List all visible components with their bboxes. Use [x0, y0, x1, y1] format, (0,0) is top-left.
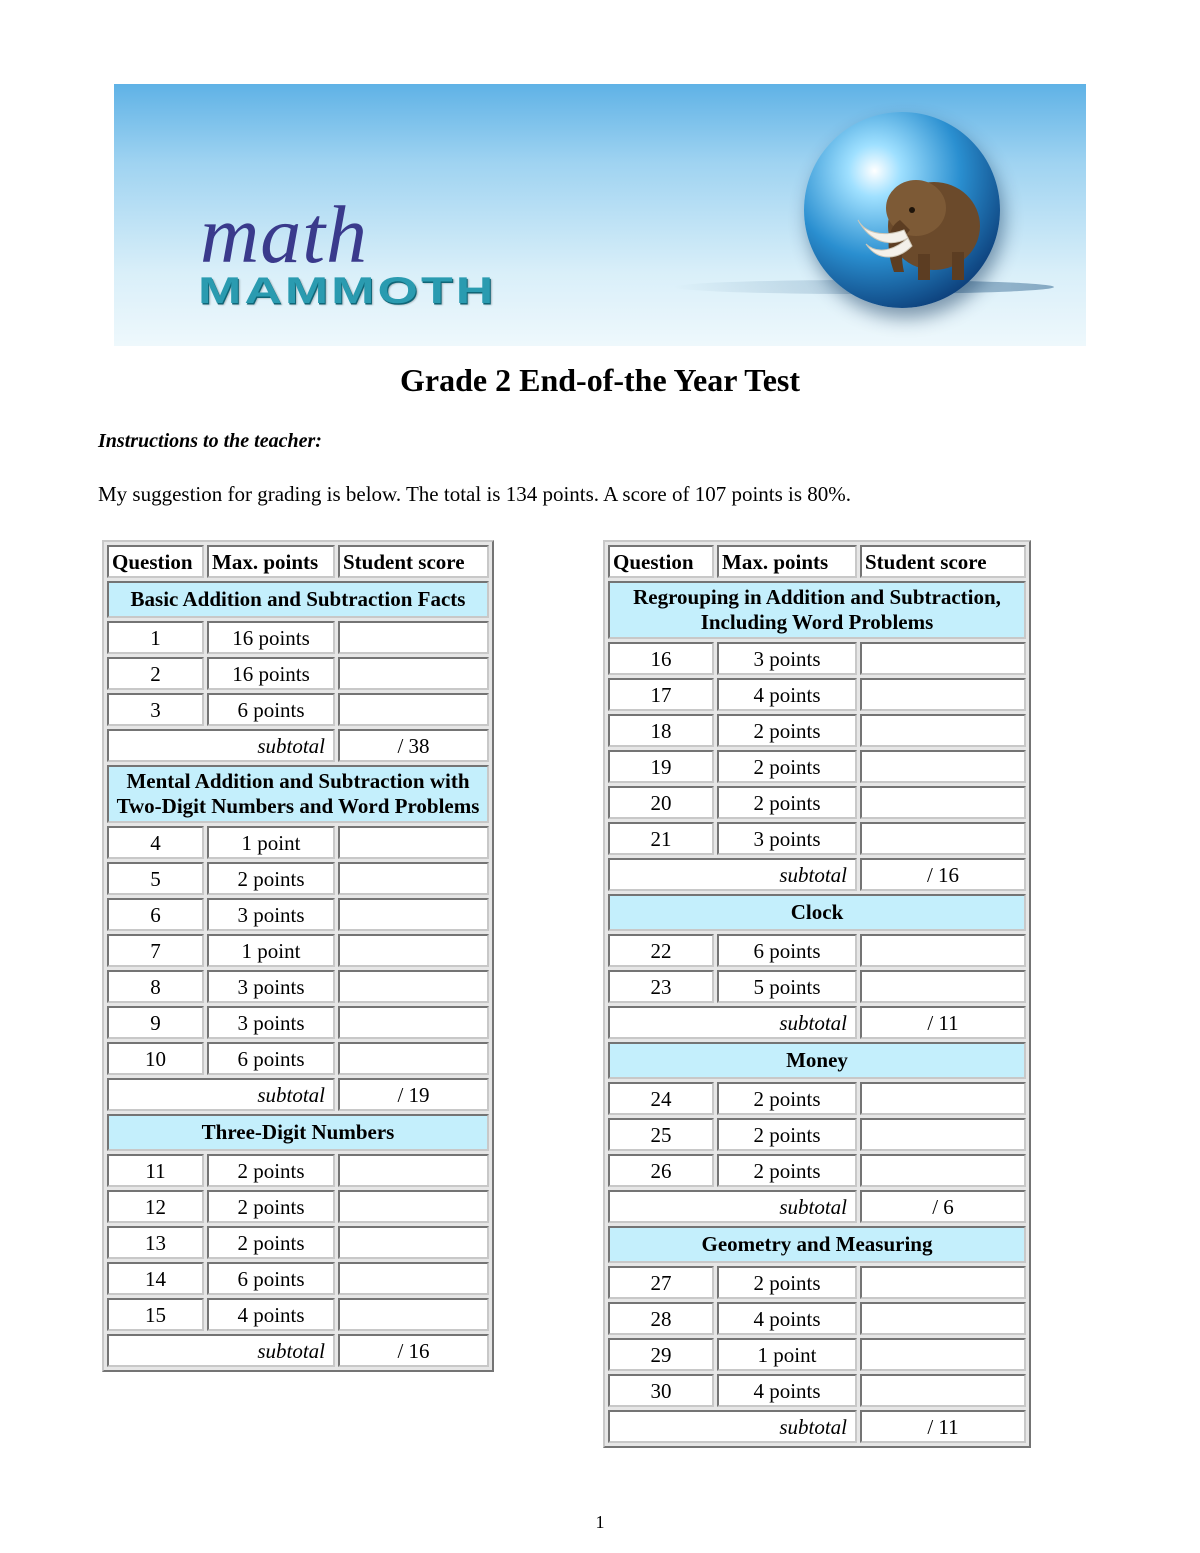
question-number: 24 [608, 1082, 714, 1115]
question-number: 12 [107, 1190, 204, 1223]
max-points-cell: 2 points [207, 1154, 335, 1187]
question-number: 20 [608, 786, 714, 819]
student-score-cell[interactable] [860, 786, 1026, 819]
table-row [608, 1266, 1026, 1299]
header-max-points: Max. points [717, 545, 857, 578]
student-score-cell[interactable] [860, 1266, 1026, 1299]
table-row [107, 621, 489, 654]
max-points-cell: 2 points [207, 862, 335, 895]
table-row [608, 1374, 1026, 1407]
student-score-cell[interactable] [860, 1118, 1026, 1151]
max-points-cell: 2 points [717, 1082, 857, 1115]
question-number: 27 [608, 1266, 714, 1299]
table-row [107, 1262, 489, 1295]
student-score-cell[interactable] [338, 1006, 489, 1039]
instructions-heading: Instructions to the teacher: [98, 430, 322, 452]
max-points-cell: 6 points [207, 693, 335, 726]
question-number: 8 [107, 970, 204, 1003]
student-score-cell[interactable] [338, 657, 489, 690]
max-points-cell: 1 point [717, 1338, 857, 1371]
table-row [608, 822, 1026, 855]
mammoth-icon [856, 168, 988, 284]
max-points-cell: 2 points [717, 1266, 857, 1299]
student-score-cell[interactable] [338, 862, 489, 895]
max-points-cell: 2 points [717, 1154, 857, 1187]
max-points-cell: 4 points [717, 678, 857, 711]
section-title: Geometry and Measuring [608, 1226, 1026, 1263]
subtotal-value[interactable]: / 19 [338, 1078, 489, 1111]
question-number: 23 [608, 970, 714, 1003]
question-number: 28 [608, 1302, 714, 1335]
table-row [107, 862, 489, 895]
question-number: 21 [608, 822, 714, 855]
student-score-cell[interactable] [860, 1082, 1026, 1115]
max-points-cell: 4 points [717, 1374, 857, 1407]
max-points-cell: 2 points [207, 1190, 335, 1223]
table-row [608, 1154, 1026, 1187]
question-number: 26 [608, 1154, 714, 1187]
max-points-cell: 2 points [717, 714, 857, 747]
logo-math-text: math [200, 189, 368, 280]
instructions-text: My suggestion for grading is below. The total is 134 points. A score of 107 points is 80%. [98, 482, 852, 506]
max-points-cell: 3 points [207, 1006, 335, 1039]
header-max-points: Max. points [207, 545, 335, 578]
max-points-cell: 3 points [717, 642, 857, 675]
table-row [107, 1042, 489, 1075]
max-points-cell: 4 points [207, 1298, 335, 1331]
max-points-cell: 16 points [207, 621, 335, 654]
subtotal-label: subtotal [608, 1006, 857, 1039]
student-score-cell[interactable] [860, 1302, 1026, 1335]
max-points-cell: 16 points [207, 657, 335, 690]
question-number: 11 [107, 1154, 204, 1187]
table-row [107, 934, 489, 967]
student-score-cell[interactable] [860, 822, 1026, 855]
subtotal-value[interactable]: / 16 [338, 1334, 489, 1367]
student-score-cell[interactable] [338, 1262, 489, 1295]
student-score-cell[interactable] [338, 1154, 489, 1187]
max-points-cell: 3 points [207, 898, 335, 931]
table-row [608, 642, 1026, 675]
subtotal-value[interactable]: / 38 [338, 729, 489, 762]
max-points-cell: 6 points [717, 934, 857, 967]
table-header-row [107, 545, 489, 578]
page-number: 1 [595, 1512, 605, 1532]
section-title: Clock [608, 894, 1026, 931]
subtotal-label: subtotal [107, 729, 335, 762]
question-number: 16 [608, 642, 714, 675]
max-points-cell: 6 points [207, 1262, 335, 1295]
header-question: Question [107, 545, 204, 578]
table-row [608, 750, 1026, 783]
table-row [107, 826, 489, 859]
subtotal-row [107, 729, 489, 762]
question-number: 7 [107, 934, 204, 967]
student-score-cell[interactable] [860, 714, 1026, 747]
right-table-body [608, 581, 1026, 1443]
subtotal-row [107, 1078, 489, 1111]
table-row [608, 786, 1026, 819]
max-points-cell: 4 points [717, 1302, 857, 1335]
max-points-cell: 3 points [207, 970, 335, 1003]
max-points-cell: 2 points [207, 1226, 335, 1259]
table-row [107, 1298, 489, 1331]
subtotal-value[interactable]: / 6 [860, 1190, 1026, 1223]
question-number: 4 [107, 826, 204, 859]
question-number: 14 [107, 1262, 204, 1295]
max-points-cell: 1 point [207, 826, 335, 859]
student-score-cell[interactable] [860, 678, 1026, 711]
table-row [107, 898, 489, 931]
subtotal-value[interactable]: / 11 [860, 1410, 1026, 1443]
table-row [107, 1226, 489, 1259]
student-score-cell[interactable] [860, 1338, 1026, 1371]
table-row [107, 693, 489, 726]
max-points-cell: 5 points [717, 970, 857, 1003]
section-header-row [107, 581, 489, 618]
student-score-cell[interactable] [338, 934, 489, 967]
question-number: 2 [107, 657, 204, 690]
header-question: Question [608, 545, 714, 578]
question-number: 13 [107, 1226, 204, 1259]
table-row [107, 1190, 489, 1223]
table-row [608, 1082, 1026, 1115]
section-title: Three-Digit Numbers [107, 1114, 489, 1151]
page-title: Grade 2 End-of-the Year Test [400, 362, 800, 398]
left-table-body [107, 581, 489, 1367]
question-number: 6 [107, 898, 204, 931]
question-number: 9 [107, 1006, 204, 1039]
section-header-row [608, 894, 1026, 931]
section-title: Mental Addition and Subtraction with Two-Digit Numbers and Word Problems [107, 765, 489, 823]
section-header-row [608, 1226, 1026, 1263]
subtotal-label: subtotal [608, 858, 857, 891]
max-points-cell: 6 points [207, 1042, 335, 1075]
table-row [608, 1118, 1026, 1151]
grading-table-right [603, 540, 1031, 1448]
table-row [107, 970, 489, 1003]
student-score-cell[interactable] [338, 826, 489, 859]
table-row [107, 657, 489, 690]
question-number: 30 [608, 1374, 714, 1407]
student-score-cell[interactable] [338, 1042, 489, 1075]
subtotal-row [608, 1006, 1026, 1039]
subtotal-row [608, 1190, 1026, 1223]
grading-table-left [102, 540, 494, 1372]
subtotal-label: subtotal [107, 1334, 335, 1367]
student-score-cell[interactable] [860, 642, 1026, 675]
student-score-cell[interactable] [338, 1298, 489, 1331]
subtotal-label: subtotal [608, 1190, 857, 1223]
table-row [608, 714, 1026, 747]
max-points-cell: 2 points [717, 1118, 857, 1151]
math-mammoth-banner [114, 84, 1086, 346]
student-score-cell[interactable] [338, 1190, 489, 1223]
subtotal-label: subtotal [107, 1078, 335, 1111]
section-title: Regrouping in Addition and Subtraction, Including Word Problems [608, 581, 1026, 639]
subtotal-value[interactable]: / 11 [860, 1006, 1026, 1039]
max-points-cell: 3 points [717, 822, 857, 855]
subtotal-value[interactable]: / 16 [860, 858, 1026, 891]
table-row [608, 678, 1026, 711]
table-row [107, 1154, 489, 1187]
max-points-cell: 2 points [717, 786, 857, 819]
question-number: 1 [107, 621, 204, 654]
section-header-row [608, 581, 1026, 639]
student-score-cell[interactable] [338, 693, 489, 726]
question-number: 19 [608, 750, 714, 783]
table-row [608, 934, 1026, 967]
student-score-cell[interactable] [860, 934, 1026, 967]
section-header-row [107, 765, 489, 823]
max-points-cell: 2 points [717, 750, 857, 783]
table-header-row [608, 545, 1026, 578]
logo-mammoth-text: MAMMOTH [198, 269, 497, 312]
header-student-score: Student score [338, 545, 489, 578]
subtotal-row [608, 1410, 1026, 1443]
header-student-score: Student score [860, 545, 1026, 578]
section-header-row [608, 1042, 1026, 1079]
student-score-cell[interactable] [338, 621, 489, 654]
section-header-row [107, 1114, 489, 1151]
table-row [608, 970, 1026, 1003]
question-number: 5 [107, 862, 204, 895]
question-number: 25 [608, 1118, 714, 1151]
section-title: Money [608, 1042, 1026, 1079]
student-score-cell[interactable] [338, 1226, 489, 1259]
student-score-cell[interactable] [338, 898, 489, 931]
max-points-cell: 1 point [207, 934, 335, 967]
student-score-cell[interactable] [860, 1374, 1026, 1407]
table-row [608, 1338, 1026, 1371]
question-number: 17 [608, 678, 714, 711]
question-number: 10 [107, 1042, 204, 1075]
student-score-cell[interactable] [860, 750, 1026, 783]
subtotal-row [608, 858, 1026, 891]
section-title: Basic Addition and Subtraction Facts [107, 581, 489, 618]
student-score-cell[interactable] [860, 970, 1026, 1003]
subtotal-row [107, 1334, 489, 1367]
question-number: 22 [608, 934, 714, 967]
table-row [107, 1006, 489, 1039]
table-row [608, 1302, 1026, 1335]
question-number: 15 [107, 1298, 204, 1331]
student-score-cell[interactable] [338, 970, 489, 1003]
question-number: 18 [608, 714, 714, 747]
subtotal-label: subtotal [608, 1410, 857, 1443]
question-number: 29 [608, 1338, 714, 1371]
student-score-cell[interactable] [860, 1154, 1026, 1187]
question-number: 3 [107, 693, 204, 726]
